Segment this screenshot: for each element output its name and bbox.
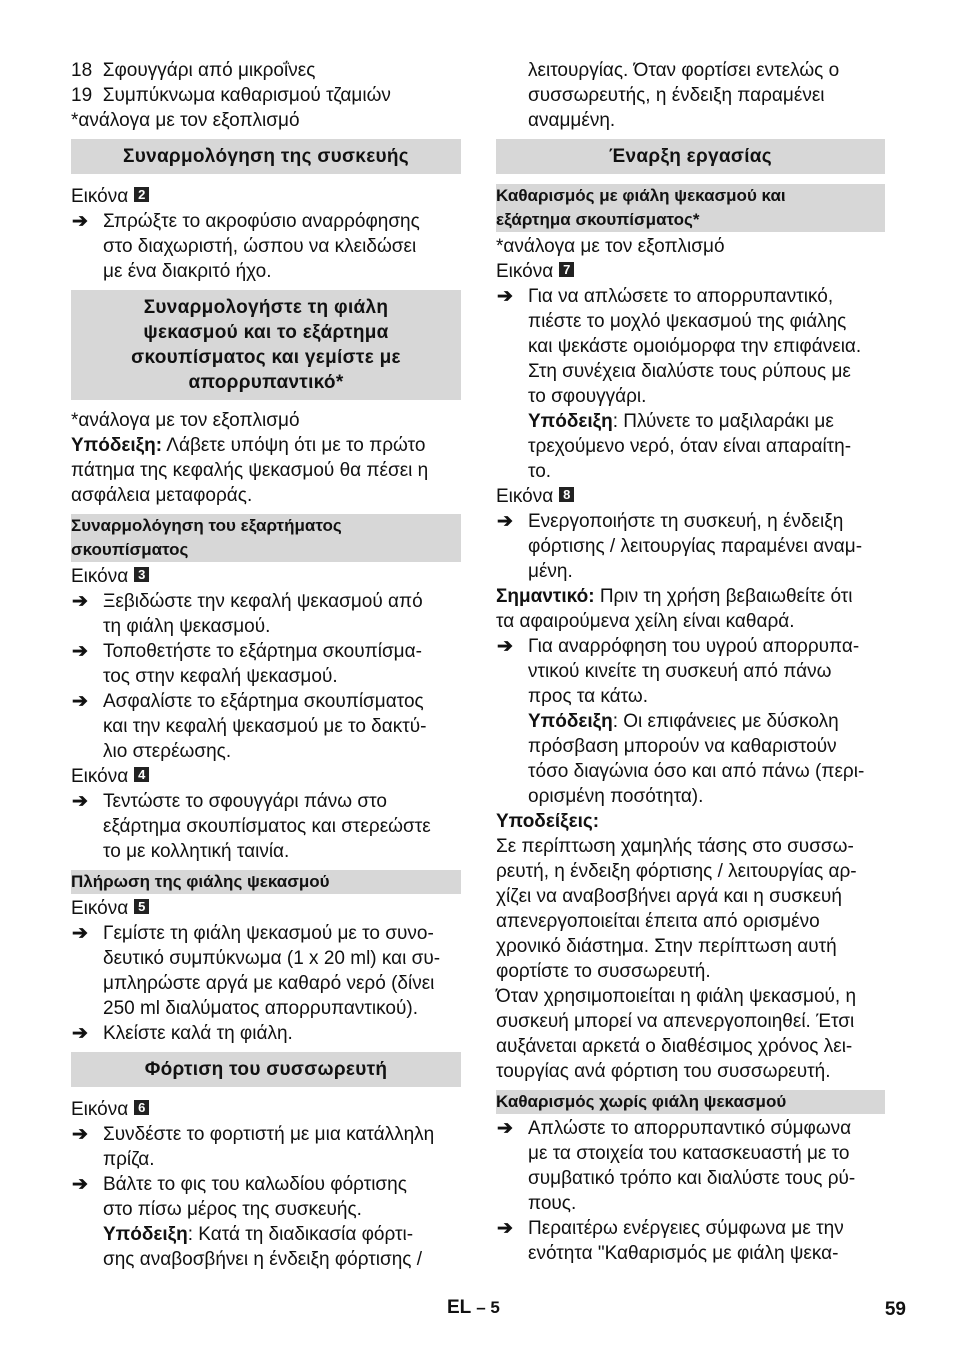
subsection-heading-fill: Πλήρωση της φιάλης ψεκασμού [71,870,461,894]
figure-number-badge: 6 [134,1100,149,1115]
right-column [496,58,885,1266]
hints-paragraph: Σε περίπτωση χαμηλής τάσης στο συσσω- ρευτή, η ένδειξη φόρτισης / λειτουργίας αρ- χίζει να αναβοσβήνει αργά και η συσκευή απενεργοποιείται έπειτα από ορισμένο χρονικό διάστημα. Στην περίπτωση αυτή φορτίστε το συσσωρευτή. [496,836,857,982]
figure-ref: Εικόνα 2 [71,184,461,209]
figure-ref: Εικόνα 8 [496,484,885,509]
left-column [71,58,461,1272]
figure-ref: Εικόνα 5 [71,896,461,921]
instruction-step: ➔ Συνδέστε το φορτιστή με μια κατάλληλη πρίζα. [72,1124,435,1170]
instruction-step: ➔ Για να απλώσετε το απορρυπαντικό, πιέστε το μοχλό ψεκασμού της φιάλης και ψεκάστε ομοιόμορφα την επιφάνεια. Στη συνέχεια διαλύστε τους ρύπους με το σφουγγάρι. Υπόδειξη: Πλύνετε το μαξιλαράκι με τρεχούμενο νερό, όταν είναι απαραίτη- το. [497,286,862,482]
arrow-right-icon: ➔ [72,923,88,944]
page-number: 59 [884,1299,906,1320]
arrow-right-icon: ➔ [497,1118,513,1139]
instruction-step: ➔ Για αναρρόφηση του υγρού απορρυπα- ντικού κινείτε τη συσκευή από πάνω προς τα κάτω. Υπόδειξη: Οι επιφάνειες με δύσκολη πρόσβαση μπορούν να καθαριστούν τόσο διαγώνια όσο και από πάνω (περι- ορισμένη ποσότητα). [497,636,865,807]
arrow-right-icon: ➔ [72,791,88,812]
arrow-right-icon: ➔ [497,636,513,657]
arrow-right-icon: ➔ [72,1124,88,1145]
footer-language: EL – 5 [447,1297,500,1318]
equipment-note: *ανάλογα με τον εξοπλισμό [496,236,725,257]
figure-ref: Εικόνα 3 [71,564,461,589]
arrow-right-icon: ➔ [72,1174,88,1195]
list-item: 18 Σφουγγάρι από μικροΐνες [71,60,316,81]
arrow-right-icon: ➔ [497,286,513,307]
hint-paragraph: Υπόδειξη: Λάβετε υπόψη ότι με το πρώτο πάτημα της κεφαλής ψεκασμού θα πέσει η ασφάλεια μεταφοράς. [71,435,429,506]
hints-heading: Υποδείξεις: [496,811,600,832]
figure-number-badge: 7 [559,262,574,277]
hints-paragraph: Όταν χρησιμοποιείται η φιάλη ψεκασμού, η συσκευή μπορεί να απενεργοποιηθεί. Έτσι αυξάνεται αρκετά ο διαθέσιμος χρόνος λει- τουργίας ανά φόρτιση του συσσωρευτή. [496,986,857,1082]
section-heading-charge: Φόρτιση του συσσωρευτή [71,1052,461,1087]
instruction-step: ➔ Γεμίστε τη φιάλη ψεκασμού με το συνο- δευτικό συμπύκνωμα (1 x 20 ml) και συ- μπληρώστε αργά με καθαρό νερό (δίνει 250 ml διαλύματος απορρυπαντικού). [72,923,441,1019]
subsection-heading-clean-bottle: Καθαρισμός με φιάλη ψεκασμού και εξάρτημα σκουπίσματος* [496,184,885,232]
arrow-right-icon: ➔ [497,511,513,532]
important-paragraph: Σημαντικό: Πριν τη χρήση βεβαιωθείτε ότι τα αφαιρούμενα χείλη είναι καθαρά. [496,586,853,632]
arrow-right-icon: ➔ [72,591,88,612]
equipment-note: *ανάλογα με τον εξοπλισμό [71,110,300,131]
figure-ref: Εικόνα 6 [71,1097,461,1122]
figure-number-badge: 4 [134,767,149,782]
instruction-step: ➔ Σπρώξτε το ακροφύσιο αναρρόφησης στο διαχωριστή, ώσπου να κλειδώσει με ένα διακριτό ήχο. [72,211,420,282]
continued-text: λειτουργίας. Όταν φορτίσει εντελώς ο συσσωρευτής, η ένδειξη παραμένει αναμμένη. [528,60,840,131]
figure-ref: Εικόνα 4 [71,764,461,789]
figure-number-badge: 3 [134,567,149,582]
figure-number-badge: 8 [559,487,574,502]
instruction-step: ➔ Τοποθετήστε το εξάρτημα σκουπίσμα- τος στην κεφαλή ψεκασμού. [72,641,422,687]
figure-number-badge: 5 [134,899,149,914]
instruction-step: ➔ Ενεργοποιήστε τη συσκευή, η ένδειξη φόρτισης / λειτουργίας παραμένει αναμ- μένη. [497,511,863,582]
list-item: 19 Συμπύκνωμα καθαρισμού τζαμιών [71,85,391,106]
subsection-heading-clean-no-bottle: Καθαρισμός χωρίς φιάλη ψεκασμού [496,1090,885,1114]
instruction-step: ➔ Ασφαλίστε το εξάρτημα σκουπίσματος και την κεφαλή ψεκασμού με το δακτύ- λιο στερέωσης. [72,691,427,762]
instruction-step: ➔ Ξεβιδώστε την κεφαλή ψεκασμού από τη φιάλη ψεκασμού. [72,591,423,637]
arrow-right-icon: ➔ [497,1218,513,1239]
section-heading-assembly: Συναρμολόγηση της συσκευής [71,139,461,174]
instruction-step: ➔ Τεντώστε το σφουγγάρι πάνω στο εξάρτημα σκουπίσματος και στερεώστε το με κολλητική ταινία. [72,791,431,862]
figure-ref: Εικόνα 7 [496,259,885,284]
instruction-step: ➔ Βάλτε το φις του καλωδίου φόρτισης στο πίσω μέρος της συσκευής. Υπόδειξη: Κατά τη διαδικασία φόρτι- σης αναβοσβήνει η ένδειξη φόρτισης / [72,1174,422,1270]
arrow-right-icon: ➔ [72,641,88,662]
arrow-right-icon: ➔ [72,211,88,232]
instruction-step: ➔ Κλείστε καλά τη φιάλη. [72,1023,293,1044]
arrow-right-icon: ➔ [72,1023,88,1044]
instruction-step: ➔ Περαιτέρω ενέργειες σύμφωνα με την ενότητα "Καθαρισμός με φιάλη ψεκα- [497,1218,844,1264]
section-heading-bottle: Συναρμολογήστε τη φιάλη ψεκασμού και το εξάρτημα σκουπίσματος και γεμίστε με απορρυπαντικό* [71,290,461,400]
section-heading-start: Έναρξη εργασίας [496,139,885,174]
figure-number-badge: 2 [134,187,149,202]
subsection-heading-wiper: Συναρμολόγηση του εξαρτήματος σκουπίσματος [71,514,461,562]
equipment-note: *ανάλογα με τον εξοπλισμό [71,410,300,431]
arrow-right-icon: ➔ [72,691,88,712]
instruction-step: ➔ Απλώστε το απορρυπαντικό σύμφωνα με τα στοιχεία του κατασκευαστή με το συμβατικό τρόπο και διαλύστε τους ρύ- πους. [497,1118,856,1214]
